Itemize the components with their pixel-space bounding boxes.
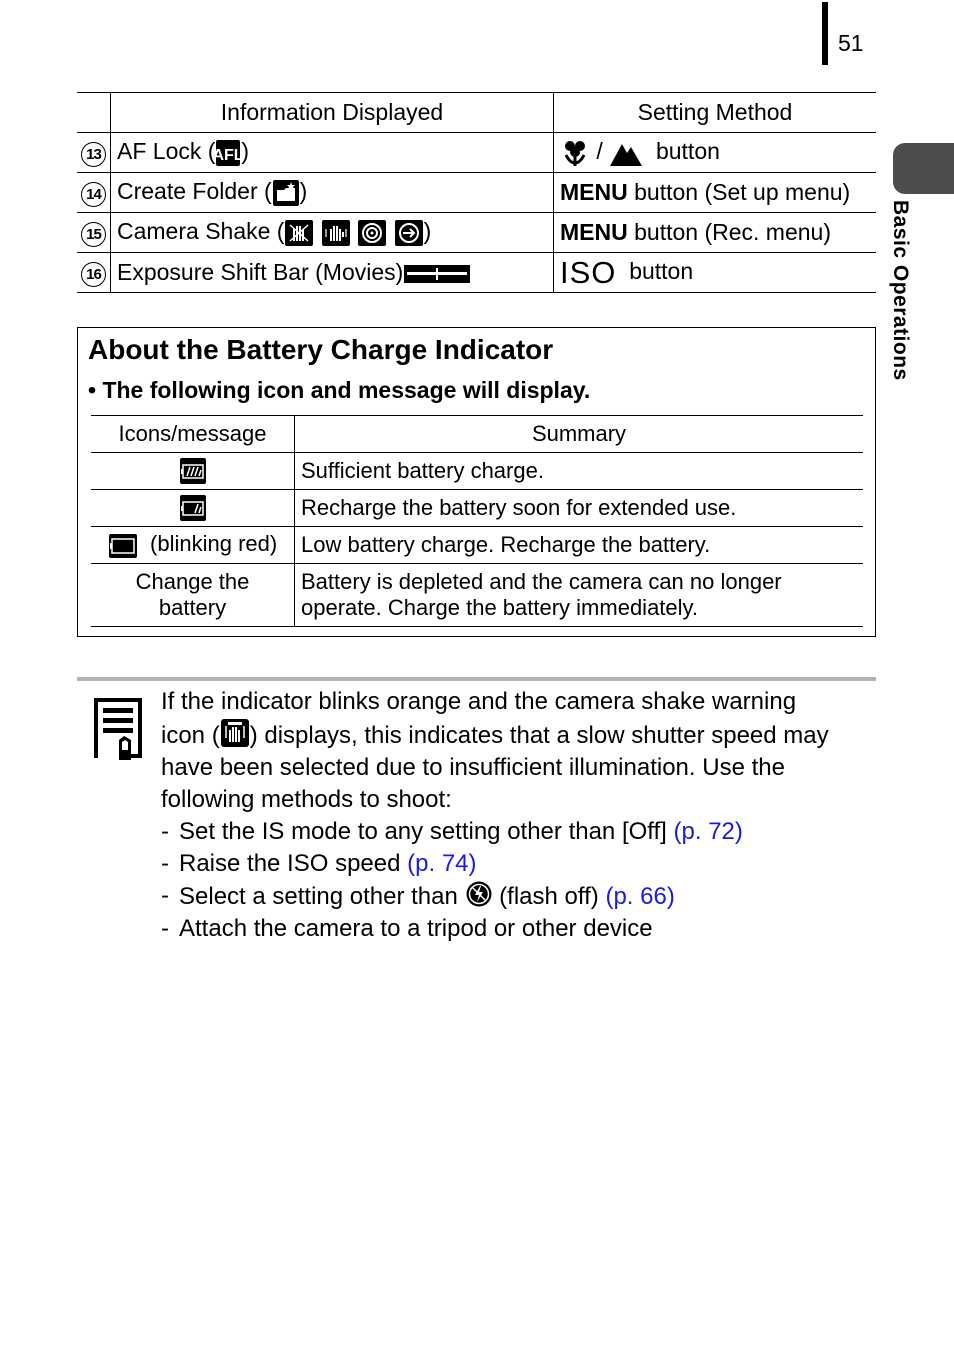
camera-shake-warning-icon [220,718,250,748]
method-list [161,816,873,945]
table-row: Change the battery Battery is depleted and the camera can no longer operate. Charge the battery immediately. [91,564,863,627]
page-number-bar [822,2,828,65]
create-folder-icon [272,179,300,207]
header-information: Information Displayed [111,93,554,133]
item-number: 14 [81,182,106,207]
table-row: (blinking red) Low battery charge. Recharge the battery. [91,527,863,564]
macro-flower-icon [560,139,590,167]
memo-icon [92,696,144,762]
item-number: 13 [81,142,106,167]
note-divider [77,677,876,681]
box-title: About the Battery Charge Indicator [88,334,554,365]
table-row: Recharge the battery soon for extended use. [91,490,863,527]
list-item: - Select a setting other than (flash off) (p. 66) [161,880,873,913]
battery-full-icon [179,457,207,485]
table-row: 16 Exposure Shift Bar (Movies) ISO button [77,253,876,293]
section-label: Basic Operations [889,200,912,381]
battery-info-box [77,327,876,637]
shake-shoot-only-icon [357,219,387,247]
battery-table [91,415,863,627]
information-table [77,92,876,293]
iso-button-label: ISO [560,254,617,290]
page-number: 51 [838,30,864,56]
box-bullet: • The following icon and message will display. [88,377,591,403]
list-item: - Set the IS mode to any setting other than [Off] (p. 72) [161,816,873,848]
svg-text:AFL: AFL [212,146,244,164]
list-item: - Attach the camera to a tripod or other device [161,913,873,945]
shake-off-icon [284,219,314,247]
page-link-74[interactable]: (p. 74) [407,850,477,877]
shake-panning-icon [394,219,424,247]
shake-continuous-icon [321,219,351,247]
page-link-72[interactable]: (p. 72) [673,818,743,845]
table-row: 15 Camera Shake ( ) MENU button (Rec. menu) [77,213,876,253]
mountain-icon [609,139,643,167]
afl-icon [212,139,244,167]
note-text: If the indicator blinks orange and the camera shake warning icon ( ) displays, this indicates that a slow shutter speed may have been selected due to insufficient illumination. Use the following methods to shoot: - Set the IS mode to any setting other than [Off] (p. 72) - Raise the ISO speed (p. 74) - Select a setting other than (flash off) (p. 66) - Attach the camera to a tripod or other device [161,686,873,945]
battery-half-icon [179,494,207,522]
section-tab [893,143,954,194]
item-number: 15 [81,222,106,247]
table-header-row [77,93,876,133]
header-setting-method: Setting Method [554,93,877,133]
list-item: - Raise the ISO speed (p. 74) [161,848,873,880]
table-row: 13 AF Lock ( AFL ) / button [77,133,876,173]
flash-off-icon [465,880,493,908]
table-header-row: Icons/message Summary [91,416,863,453]
exposure-bar-icon [403,264,471,284]
page-link-66[interactable]: (p. 66) [605,883,675,910]
battery-low-icon [108,533,138,559]
table-row: Sufficient battery charge. [91,453,863,490]
table-row: 14 Create Folder ( ) MENU button (Set up menu) [77,173,876,213]
item-number: 16 [81,262,106,287]
